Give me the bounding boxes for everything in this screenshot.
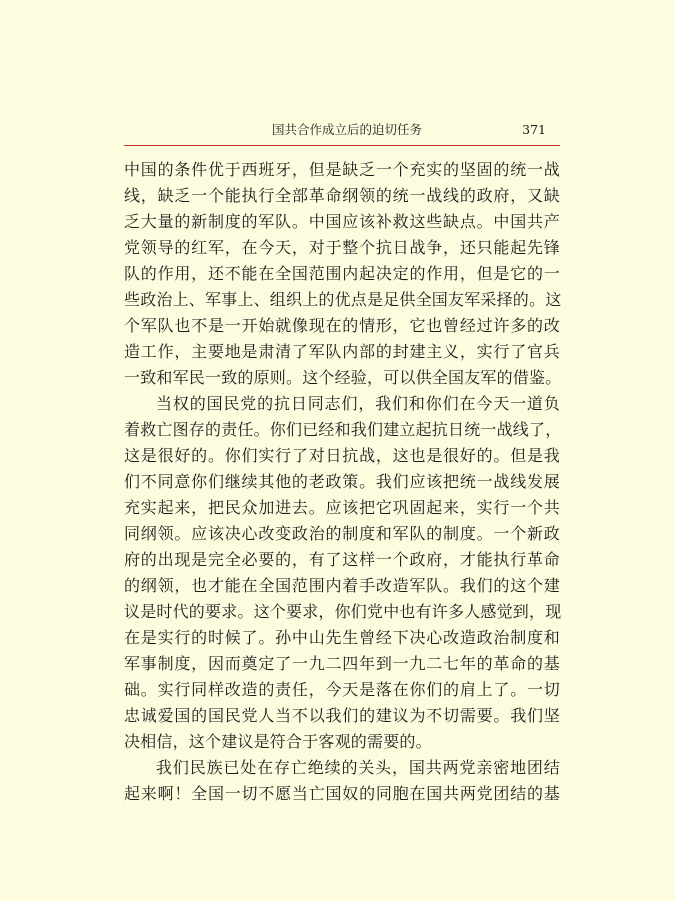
text-line: 充实起来，把民众加进去。应该把它巩固起来，实行一个共 (124, 498, 560, 517)
text-line: 队的作用，还不能在全国范围内起决定的作用，但是它的一 (124, 264, 560, 283)
text-line: 军事制度，因而奠定了一九二四年到一九二七年的革命的基 (124, 654, 560, 673)
header-rule (124, 145, 560, 146)
text-line: 的纲领，也才能在全国范围内着手改造军队。我们的这个建 (124, 576, 560, 595)
page-number: 371 (522, 122, 546, 137)
running-head (124, 121, 560, 145)
running-title: 国共合作成立后的迫切任务 (272, 122, 423, 137)
text-line: 府的出现是完全必要的，有了这样一个政府，才能执行革命 (124, 550, 560, 569)
text-line: 造工作，主要地是肃清了军队内部的封建主义，实行了官兵 (124, 342, 560, 361)
text-line: 中国的条件优于西班牙，但是缺乏一个充实的坚固的统一战 (124, 160, 560, 179)
text-line: 个军队也不是一开始就像现在的情形，它也曾经过许多的改 (124, 316, 560, 335)
text-line: 起来啊！全国一切不愿当亡国奴的同胞在国共两党团结的基 (124, 784, 560, 803)
text-line: 线，缺乏一个能执行全部革命纲领的统一战线的政府，又缺 (124, 186, 560, 205)
text-line: 忠诚爱国的国民党人当不以我们的建议为不切需要。我们坚 (124, 706, 560, 725)
text-line: 些政治上、军事上、组织上的优点是足供全国友军采择的。这 (124, 290, 562, 309)
text-line: 议是时代的要求。这个要求，你们党中也有许多人感觉到，现 (124, 602, 562, 621)
text-line: 们不同意你们继续其他的老政策。我们应该把统一战线发展 (124, 472, 560, 491)
text-line: 础。实行同样改造的责任，今天是落在你们的肩上了。一切 (124, 680, 560, 699)
paragraph-first-line: 我们民族已处在存亡绝续的关头，国共两党亲密地团结 (156, 758, 560, 777)
text-line: 着救亡图存的责任。你们已经和我们建立起抗日统一战线了， (124, 420, 562, 439)
paragraph-first-line: 当权的国民党的抗日同志们，我们和你们在今天一道负 (156, 394, 560, 413)
text-line: 党领导的红军，在今天，对于整个抗日战争，还只能起先锋 (124, 238, 560, 257)
body-text (124, 157, 560, 807)
text-line: 乏大量的新制度的军队。中国应该补救这些缺点。中国共产 (124, 212, 560, 231)
text-line: 一致和军民一致的原则。这个经验，可以供全国友军的借鉴。 (124, 368, 562, 387)
text-line: 同纲领。应该决心改变政治的制度和军队的制度。一个新政 (124, 524, 560, 543)
text-line: 这是很好的。你们实行了对日抗战，这也是很好的。但是我 (124, 446, 560, 465)
text-line: 在是实行的时候了。孙中山先生曾经下决心改造政治制度和 (124, 628, 560, 647)
text-line: 决相信，这个建议是符合于客观的需要的。 (124, 732, 432, 751)
